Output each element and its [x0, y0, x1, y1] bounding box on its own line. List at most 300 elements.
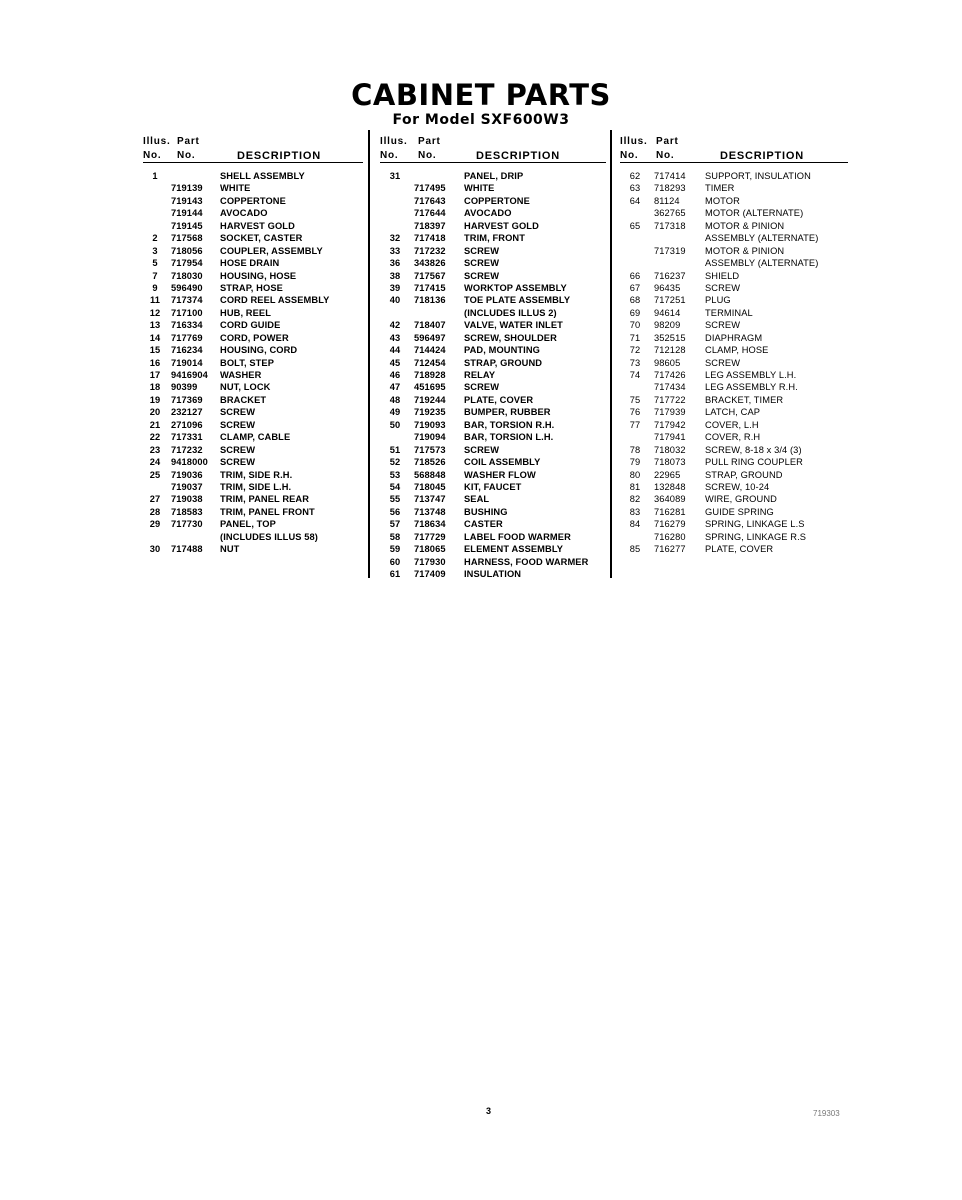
illus-number: 73: [629, 357, 641, 368]
illus-number: [143, 531, 167, 543]
table-row: [143, 319, 363, 331]
part-description: AVOCADO: [220, 208, 268, 219]
table-row: [620, 344, 848, 356]
illus-number: [620, 257, 650, 269]
part-description: BAR, TORSION L.H.: [464, 432, 554, 443]
part-number: 718583: [171, 506, 203, 517]
part-number: 712454: [414, 357, 446, 368]
table-row: [143, 220, 363, 232]
table-row: [143, 307, 363, 319]
illus-number: 81: [629, 481, 641, 492]
part-description: MOTOR: [705, 195, 740, 206]
illus-number: [380, 220, 410, 232]
part-description: INSULATION: [464, 569, 522, 579]
part-description: CORD GUIDE: [220, 320, 281, 331]
table-row: [380, 344, 606, 356]
part-description: STRAP, HOSE: [220, 282, 283, 293]
table-row: [143, 493, 363, 505]
illus-number: 23: [149, 444, 161, 455]
part-number: 719036: [171, 469, 203, 480]
illus-number: 58: [389, 531, 401, 542]
part-description: SCREW: [464, 270, 500, 281]
part-number: 718136: [414, 295, 446, 306]
illus-number: 28: [149, 506, 161, 517]
part-number: 596497: [414, 332, 446, 343]
page-subtitle: For Model SXF600W3: [392, 112, 570, 128]
part-description: BUMPER, RUBBER: [464, 407, 551, 418]
part-description: CORD REEL ASSEMBLY: [220, 295, 330, 306]
part-description: SCREW, SHOULDER: [464, 332, 557, 343]
part-description: COIL ASSEMBLY: [464, 457, 541, 468]
table-row: [620, 456, 848, 468]
illus-number: 50: [389, 419, 401, 430]
part-description: RELAY: [464, 370, 496, 380]
part-number: 718045: [414, 481, 446, 492]
part-description: DIAPHRAGM: [705, 332, 763, 343]
part-description: SCREW: [464, 382, 500, 393]
table-row: [143, 257, 363, 269]
illus-number: [143, 481, 167, 493]
part-description: NUT, LOCK: [220, 382, 271, 393]
table-row: [143, 195, 363, 207]
table-row: [620, 394, 848, 406]
illus-number: 40: [389, 295, 401, 306]
illus-number: 5: [152, 258, 158, 269]
illus-number: 16: [149, 357, 161, 368]
part-number: 719037: [171, 481, 203, 492]
part-description: WHITE: [220, 183, 251, 194]
table-row: [620, 469, 848, 481]
illus-number: 48: [389, 394, 401, 405]
illus-number: 71: [629, 332, 641, 343]
illus-number: 36: [389, 258, 401, 269]
part-description: MOTOR & PINION: [705, 220, 785, 231]
table-row: [143, 506, 363, 518]
part-description: LEG ASSEMBLY L.H.: [705, 370, 797, 380]
table-row: [143, 332, 363, 344]
part-description: CLAMP, CABLE: [220, 432, 291, 443]
table-row: [143, 245, 363, 257]
table-row: [143, 207, 363, 219]
illus-number: [620, 207, 650, 219]
part-number: 717939: [654, 407, 686, 418]
part-number: [650, 257, 701, 269]
part-number: 712128: [654, 345, 686, 356]
part-number: 718030: [171, 270, 203, 281]
part-description: SEAL: [464, 494, 490, 505]
part-description: WORKTOP ASSEMBLY: [464, 282, 567, 293]
illus-number: [380, 307, 410, 319]
part-description: PANEL, TOP: [220, 519, 276, 530]
part-description: BAR, TORSION R.H.: [464, 419, 555, 430]
table-row: [380, 444, 606, 456]
table-row: [380, 319, 606, 331]
table-row: [380, 270, 606, 282]
part-description: SCREW: [464, 245, 500, 256]
part-number: 717941: [654, 432, 686, 443]
illus-number: 27: [149, 494, 161, 505]
part-description: LEG ASSEMBLY R.H.: [705, 382, 798, 393]
illus-number: 14: [149, 332, 161, 343]
part-number: 719094: [414, 432, 446, 443]
part-number: 90399: [171, 382, 198, 393]
table-row: [380, 419, 606, 431]
part-description: LATCH, CAP: [705, 407, 761, 418]
part-number: 717374: [171, 295, 203, 306]
part-number: 451695: [414, 382, 446, 393]
illus-number: 17: [149, 370, 161, 380]
part-description: VALVE, WATER INLET: [464, 320, 563, 331]
part-description: PLUG: [705, 295, 731, 306]
part-description: COPPERTONE: [464, 195, 530, 206]
part-number: 132848: [654, 481, 686, 492]
table-row: [620, 319, 848, 331]
part-number: 716281: [654, 506, 686, 517]
part-number: 716280: [654, 531, 686, 542]
part-number: 717331: [171, 432, 203, 443]
illus-number: 83: [629, 506, 641, 517]
illus-number: 13: [149, 320, 161, 331]
part-description: PLATE, COVER: [705, 544, 774, 555]
illus-number: 51: [389, 444, 401, 455]
part-description: COVER, R.H: [705, 432, 761, 443]
part-number: 718056: [171, 245, 203, 256]
part-description: SCREW, 8-18 x 3/4 (3): [705, 444, 802, 455]
table-row: [143, 394, 363, 406]
table-row: [143, 294, 363, 306]
table-row: [143, 481, 363, 493]
description-header: DESCRIPTION: [237, 150, 321, 162]
part-description: HUB, REEL: [220, 307, 272, 318]
table-row: [620, 543, 848, 555]
part-description: BRACKET, TIMER: [705, 394, 784, 405]
part-description: SCREW: [464, 258, 500, 269]
illus-number: 53: [389, 469, 401, 480]
part-number: 717415: [414, 282, 446, 293]
part-description: SCREW: [464, 444, 500, 455]
table-row: [143, 543, 363, 555]
table-row: [380, 245, 606, 257]
part-number: 364089: [654, 494, 686, 505]
table-row: [143, 531, 363, 543]
parts-list: [380, 170, 606, 580]
part-number: 81124: [654, 195, 680, 206]
part-number: 717414: [654, 171, 686, 181]
illus-number: 77: [629, 419, 641, 430]
illus-number: 74: [629, 370, 641, 380]
part-description: TRIM, PANEL REAR: [220, 494, 310, 505]
part-description: HOUSING, HOSE: [220, 270, 297, 281]
part-number: 717318: [654, 220, 686, 231]
table-row: [380, 282, 606, 294]
page-number: 3: [486, 1106, 492, 1116]
part-number: 22965: [654, 469, 681, 480]
table-row: [620, 232, 848, 244]
illus-number: 76: [629, 407, 641, 418]
part-description: SUPPORT, INSULATION: [705, 171, 811, 181]
part-number: 719093: [414, 419, 446, 430]
table-row: [620, 170, 848, 182]
table-row: [143, 282, 363, 294]
part-number: 719139: [171, 183, 203, 194]
illus-no-header: No.: [143, 150, 162, 161]
part-number: 718928: [414, 370, 446, 380]
table-row: [143, 469, 363, 481]
part-description: SCREW: [220, 407, 256, 418]
part-number: 717369: [171, 394, 203, 405]
parts-column-3: [620, 134, 848, 556]
part-number: 717567: [414, 270, 446, 281]
part-number: 717409: [414, 569, 446, 579]
table-row: [620, 195, 848, 207]
table-row: [620, 444, 848, 456]
table-row: [380, 257, 606, 269]
part-description: HARVEST GOLD: [464, 220, 539, 231]
part-no-header: No.: [177, 150, 196, 161]
table-row: [380, 332, 606, 344]
table-row: [620, 207, 848, 219]
part-number: 719145: [171, 220, 203, 231]
illus-number: 80: [629, 469, 641, 480]
illus-number: 75: [629, 394, 641, 405]
part-description: HARVEST GOLD: [220, 220, 295, 231]
part-number: 717644: [414, 208, 446, 219]
part-description: MOTOR (ALTERNATE): [705, 208, 804, 219]
table-row: [143, 369, 363, 381]
part-description: SHELL ASSEMBLY: [220, 171, 305, 181]
part-description: SCREW: [705, 357, 741, 368]
part-number: 717418: [414, 233, 446, 244]
table-row: [380, 369, 606, 381]
table-row: [380, 431, 606, 443]
part-number: 716234: [171, 345, 203, 356]
illus-number: 82: [629, 494, 641, 505]
part-description: ASSEMBLY (ALTERNATE): [705, 233, 819, 244]
illus-number: 79: [629, 457, 641, 468]
illus-number: 18: [149, 382, 161, 393]
part-description: SHIELD: [705, 270, 740, 281]
part-description: TIMER: [705, 183, 735, 194]
part-description: TRIM, PANEL FRONT: [220, 506, 315, 517]
part-number: 717495: [414, 183, 446, 194]
illus-number: 59: [389, 544, 401, 555]
part-number: 717100: [171, 307, 203, 318]
illus-header: Illus.: [380, 136, 408, 147]
part-number: 718065: [414, 544, 446, 555]
part-description: LABEL FOOD WARMER: [464, 531, 571, 542]
table-row: [620, 270, 848, 282]
description-header: DESCRIPTION: [720, 150, 804, 162]
part-number: 343826: [414, 258, 446, 269]
part-number: 717942: [654, 419, 686, 430]
illus-number: 55: [389, 494, 401, 505]
part-number: 719143: [171, 195, 203, 206]
part-description: SPRING, LINKAGE R.S: [705, 531, 807, 542]
illus-number: 78: [629, 444, 641, 455]
table-row: [620, 332, 848, 344]
part-number: 719038: [171, 494, 203, 505]
column-divider: [368, 130, 370, 578]
illus-number: 47: [389, 382, 401, 393]
illus-number: 12: [149, 307, 161, 318]
part-no-header: No.: [418, 150, 437, 161]
table-row: [143, 270, 363, 282]
table-row: [620, 481, 848, 493]
illus-number: 63: [629, 183, 641, 194]
part-number: 9416904: [171, 370, 208, 380]
illus-number: 31: [389, 171, 401, 181]
part-description: TRIM, SIDE L.H.: [220, 481, 292, 492]
table-row: [143, 419, 363, 431]
illus-number: [143, 207, 167, 219]
table-row: [380, 568, 606, 580]
illus-number: 67: [629, 282, 641, 293]
part-description: SPRING, LINKAGE L.S: [705, 519, 805, 530]
part-description: MOTOR & PINION: [705, 245, 785, 256]
illus-number: 30: [149, 544, 161, 555]
part-number: 718407: [414, 320, 446, 331]
illus-number: 29: [149, 519, 161, 530]
table-row: [143, 518, 363, 530]
illus-number: 85: [629, 544, 641, 555]
table-row: [380, 207, 606, 219]
part-number: 98605: [654, 357, 681, 368]
table-row: [620, 531, 848, 543]
illus-number: 33: [389, 245, 401, 256]
table-row: [620, 257, 848, 269]
table-row: [143, 182, 363, 194]
table-row: [380, 195, 606, 207]
part-description: BUSHING: [464, 506, 508, 517]
table-row: [620, 307, 848, 319]
part-description: ASSEMBLY (ALTERNATE): [705, 258, 819, 269]
part-number: 719244: [414, 394, 446, 405]
part-number: 717954: [171, 258, 203, 269]
illus-number: 68: [629, 295, 641, 306]
illus-number: 11: [149, 295, 161, 306]
illus-number: [380, 195, 410, 207]
part-description: WASHER FLOW: [464, 469, 536, 480]
part-number: 94614: [654, 307, 681, 318]
table-row: [380, 556, 606, 568]
illus-number: 20: [149, 407, 161, 418]
table-row: [380, 294, 606, 306]
illus-number: 24: [149, 457, 161, 468]
table-row: [620, 506, 848, 518]
illus-no-header: No.: [620, 150, 639, 161]
part-number: [167, 531, 216, 543]
illus-number: 57: [389, 519, 401, 530]
part-number: [167, 170, 216, 182]
part-number: 717930: [414, 556, 446, 567]
part-number: 718032: [654, 444, 686, 455]
part-number: [410, 307, 460, 319]
table-row: [380, 307, 606, 319]
table-row: [380, 481, 606, 493]
part-description: BRACKET: [220, 394, 267, 405]
table-row: [380, 469, 606, 481]
part-description: BOLT, STEP: [220, 357, 275, 368]
part-description: GUIDE SPRING: [705, 506, 774, 517]
table-row: [143, 344, 363, 356]
part-description: SCREW: [705, 320, 741, 331]
part-number: 9418000: [171, 457, 208, 468]
part-description: STRAP, GROUND: [705, 469, 783, 480]
table-row: [620, 518, 848, 530]
illus-number: 45: [389, 357, 401, 368]
part-number: 718397: [414, 220, 446, 231]
parts-list: [143, 170, 363, 556]
part-number: 716277: [654, 544, 686, 555]
illus-number: 46: [389, 370, 401, 380]
table-row: [620, 406, 848, 418]
part-description: NUT: [220, 544, 240, 555]
part-number: 362765: [654, 208, 686, 219]
table-row: [380, 531, 606, 543]
part-number: 718073: [654, 457, 686, 468]
table-row: [380, 506, 606, 518]
part-description: TRIM, SIDE R.H.: [220, 469, 293, 480]
illus-number: 65: [629, 220, 641, 231]
table-row: [620, 245, 848, 257]
table-row: [143, 406, 363, 418]
illus-number: 32: [389, 233, 401, 244]
part-description: SCREW: [220, 457, 256, 468]
column-header: [380, 134, 606, 163]
illus-number: 56: [389, 506, 401, 517]
illus-number: 49: [389, 407, 401, 418]
illus-number: [620, 232, 650, 244]
illus-number: 2: [152, 233, 158, 244]
part-number: 717730: [171, 519, 203, 530]
part-description: SCREW: [705, 282, 741, 293]
illus-number: 43: [389, 332, 401, 343]
description-header: DESCRIPTION: [476, 150, 560, 162]
illus-header: Illus.: [620, 136, 648, 147]
part-description: STRAP, GROUND: [464, 357, 543, 368]
illus-number: [143, 182, 167, 194]
illus-number: [620, 245, 650, 257]
part-number: 352515: [654, 332, 686, 343]
part-description: HOSE DRAIN: [220, 258, 280, 269]
part-number: 719144: [171, 208, 203, 219]
part-description: TERMINAL: [705, 307, 753, 318]
table-row: [620, 220, 848, 232]
table-row: [380, 394, 606, 406]
illus-number: 9: [152, 282, 158, 293]
part-number: 716237: [654, 270, 686, 281]
part-description: HARNESS, FOOD WARMER: [464, 556, 589, 567]
part-number: 717232: [414, 245, 446, 256]
table-row: [380, 406, 606, 418]
part-description: AVOCADO: [464, 208, 512, 219]
part-number: 717722: [654, 394, 686, 405]
column-header: [143, 134, 363, 163]
part-number: 717232: [171, 444, 203, 455]
part-number: 719235: [414, 407, 446, 418]
illus-number: [143, 195, 167, 207]
part-number: 717251: [654, 295, 686, 306]
part-description: TOE PLATE ASSEMBLY: [464, 295, 571, 306]
part-number: 96435: [654, 282, 681, 293]
part-description: SOCKET, CASTER: [220, 233, 303, 244]
table-row: [620, 419, 848, 431]
part-number: 713748: [414, 506, 446, 517]
part-description: COUPLER, ASSEMBLY: [220, 245, 323, 256]
illus-number: 66: [629, 270, 641, 281]
part-number: 716334: [171, 320, 203, 331]
table-row: [143, 444, 363, 456]
